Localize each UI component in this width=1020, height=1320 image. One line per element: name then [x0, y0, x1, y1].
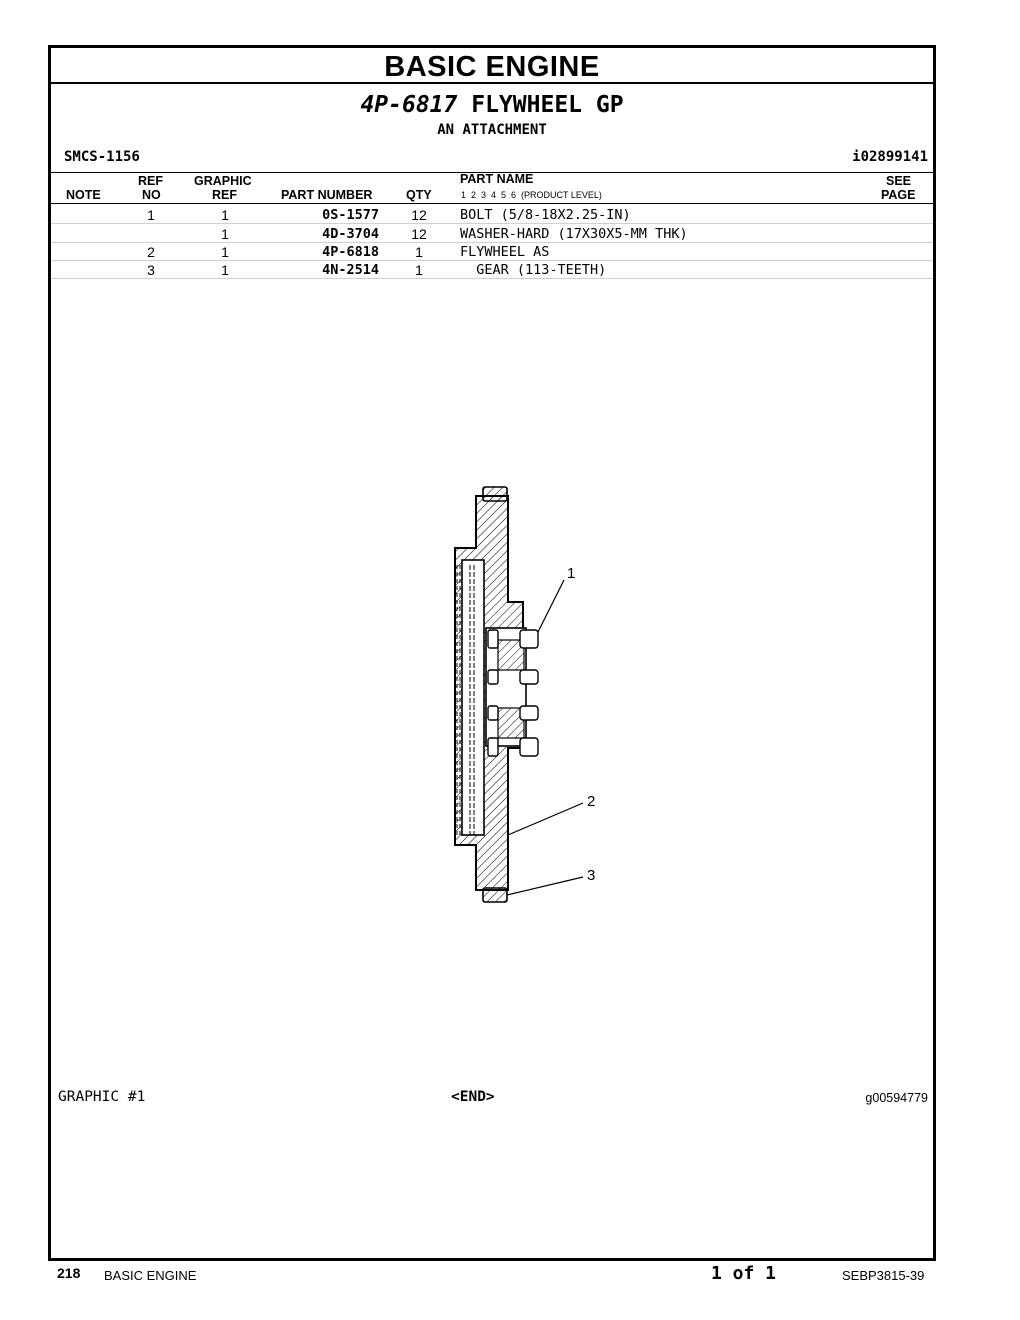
row-graphic-ref: 1: [221, 226, 229, 242]
group-subtitle: AN ATTACHMENT: [437, 122, 547, 138]
end-marker: <END>: [451, 1089, 495, 1105]
page-section: BASIC ENGINE: [104, 1268, 197, 1283]
callout-2: 2: [587, 793, 596, 810]
illustration-id: i02899141: [852, 149, 928, 165]
col-part-name: PART NAME: [460, 172, 534, 186]
row-ref-no: 3: [147, 262, 155, 278]
row-part-number[interactable]: 4N-2514: [322, 262, 379, 278]
row-ref-no: 1: [147, 207, 155, 223]
parts-table-header: [51, 172, 933, 204]
flywheel-drawing: [380, 440, 660, 920]
table-row: [51, 205, 933, 224]
group-part-number: 4P-6817: [360, 92, 458, 118]
leader-line-1: [538, 580, 564, 632]
row-graphic-ref: 1: [221, 244, 229, 260]
col-ref-top: REF: [138, 174, 163, 188]
col-note: NOTE: [66, 188, 101, 202]
page-number: 218: [57, 1265, 81, 1281]
col-qty: QTY: [406, 188, 432, 202]
row-graphic-ref: 1: [221, 207, 229, 223]
table-row: [51, 260, 933, 279]
row-qty: 1: [415, 244, 423, 260]
graphic-id: g00594779: [865, 1091, 928, 1105]
col-part-number: PART NUMBER: [281, 188, 373, 202]
document-id: SEBP3815-39: [842, 1268, 925, 1283]
row-ref-no: 2: [147, 244, 155, 260]
col-graphic-bottom: REF: [212, 188, 237, 202]
group-name: FLYWHEEL GP: [471, 92, 624, 118]
col-product-levels: 1 2 3 4 5 6 (PRODUCT LEVEL): [461, 190, 602, 200]
leader-line-3: [507, 877, 583, 895]
flywheel-cavity: [462, 560, 484, 835]
row-qty: 12: [411, 226, 427, 242]
callout-1: 1: [567, 565, 576, 582]
row-part-name: BOLT (5/8-18X2.25-IN): [460, 207, 631, 223]
table-row: [51, 242, 933, 261]
graphic-label: GRAPHIC #1: [58, 1089, 146, 1105]
row-part-name: FLYWHEEL AS: [460, 244, 550, 260]
section-title: BASIC ENGINE: [51, 48, 933, 84]
col-see-top: SEE: [886, 174, 912, 188]
row-part-name: GEAR (113-TEETH): [460, 262, 607, 278]
col-ref-bottom: NO: [142, 188, 161, 202]
page-of-count: 1 of 1: [711, 1263, 777, 1284]
smcs-code: SMCS-1156: [64, 149, 140, 165]
row-part-name: WASHER-HARD (17X30X5-MM THK): [460, 226, 688, 242]
row-part-number[interactable]: 4D-3704: [322, 226, 379, 242]
row-part-number[interactable]: 4P-6818: [322, 244, 379, 260]
table-row: [51, 224, 933, 243]
col-graphic-top: GRAPHIC: [194, 174, 252, 188]
row-qty: 1: [415, 262, 423, 278]
col-see-bottom: PAGE: [881, 188, 916, 202]
row-graphic-ref: 1: [221, 262, 229, 278]
row-part-number[interactable]: 0S-1577: [322, 207, 379, 223]
gear-ring-bottom: [483, 888, 507, 902]
group-title: [51, 92, 933, 118]
row-qty: 12: [411, 207, 427, 223]
callout-3: 3: [587, 867, 596, 884]
leader-line-2: [508, 803, 583, 835]
